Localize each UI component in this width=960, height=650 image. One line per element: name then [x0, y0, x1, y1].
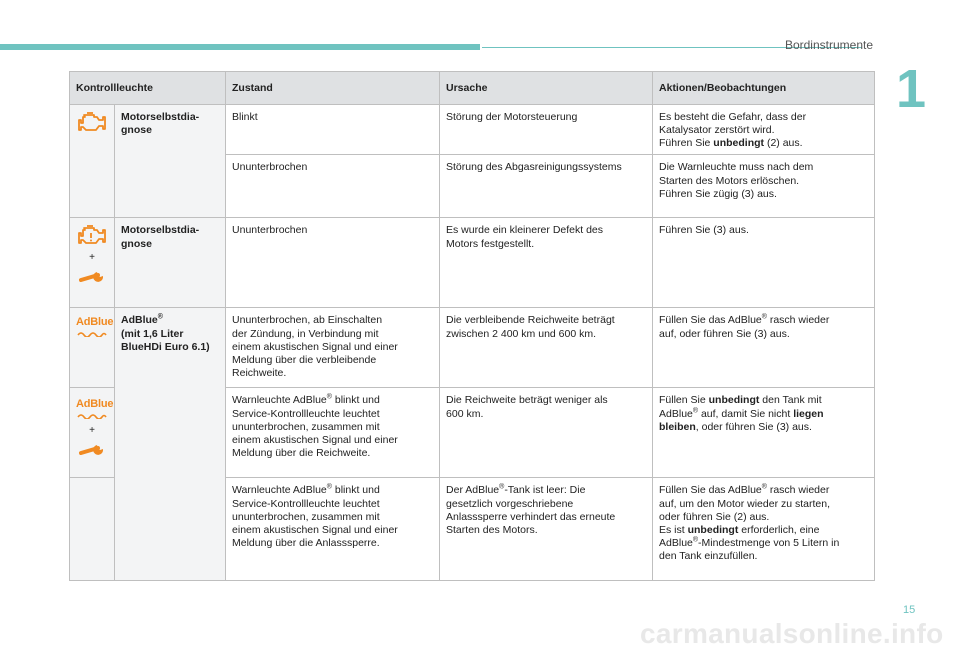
state-cell: Ununterbrochen [226, 218, 440, 308]
warning-light-cell [70, 218, 115, 308]
action-cell: Füllen Sie unbedingt den Tank mit AdBlue® auf, damit Sie nicht liegen bleiben, oder führen Sie (3) aus. [653, 388, 875, 478]
warning-light-name: AdBlue® (mit 1,6 Liter BlueHDi Euro 6.1) [115, 308, 226, 581]
action-cell: Füllen Sie das AdBlue® rasch wieder auf, um den Motor wieder zu starten, oder führen Sie (2) aus. Es ist unbedingt erforderlich, eine AdBlue®-Mindestmenge von 5 Litern in den Tank einzufüllen. [653, 478, 875, 581]
cause-cell: Der AdBlue®-Tank ist leer: Die gesetzlich vorgeschriebene Anlasssperre verhindert das erneute Starten des Motors. [440, 478, 653, 581]
warning-light-name: Motorselbstdia- gnose [115, 105, 226, 218]
state-cell: Blinkt [226, 105, 440, 155]
adblue-icon: AdBlue [76, 398, 114, 411]
action-cell: Es besteht die Gefahr, dass der Katalysator zerstört wird. Führen Sie unbedingt (2) aus. [653, 105, 875, 155]
action-cell: Die Warnleuchte muss nach dem Starten des Motors erlöschen. Führen Sie zügig (3) aus. [653, 155, 875, 218]
wrench-icon [78, 269, 106, 285]
plus-sign: + [89, 425, 95, 437]
column-header-state: Zustand [226, 72, 440, 105]
wrench-icon [78, 442, 106, 458]
engine-icon [77, 111, 107, 133]
cause-cell: Es wurde ein kleinerer Defekt des Motors festgestellt. [440, 218, 653, 308]
chapter-number: 1 [896, 59, 927, 119]
adblue-wave-icon [77, 413, 107, 419]
engine-warning-icon [77, 224, 107, 246]
action-cell: Führen Sie (3) aus. [653, 218, 875, 308]
cause-cell: Störung des Abgasreinigungssystems [440, 155, 653, 218]
plus-sign: + [89, 252, 95, 264]
adblue-icon: AdBlue [76, 316, 114, 329]
table-row [70, 308, 875, 388]
cause-cell: Die verbleibende Reichweite beträgt zwischen 2 400 km und 600 km. [440, 308, 653, 388]
cause-cell: Die Reichweite beträgt weniger als 600 km. [440, 388, 653, 478]
column-header-actions: Aktionen/Beobachtungen [653, 72, 875, 105]
cause-cell: Störung der Motorsteuerung [440, 105, 653, 155]
warning-light-cell [70, 388, 115, 478]
page-number: 15 [903, 604, 916, 616]
watermark: carmanualsonline.info [640, 618, 944, 649]
state-cell: Ununterbrochen [226, 155, 440, 218]
action-cell: Füllen Sie das AdBlue® rasch wieder auf, oder führen Sie (3) aus. [653, 308, 875, 388]
header-accent-bar [0, 44, 480, 50]
warning-light-cell [70, 478, 115, 581]
section-title: Bordinstrumente [784, 38, 873, 52]
state-cell: Warnleuchte AdBlue® blinkt und Service-Kontrollleuchte leuchtet ununterbrochen, zusammen mit einem akustischen Signal und einer Meldung über die Reichweite. [226, 388, 440, 478]
table-row [70, 105, 875, 155]
warning-light-name: Motorselbstdia- gnose [115, 218, 226, 308]
adblue-wave-icon [77, 331, 107, 337]
state-cell: Ununterbrochen, ab Einschalten der Zündung, in Verbindung mit einem akustischen Signal und einer Meldung über die verbleibende Reichweite. [226, 308, 440, 388]
warning-light-cell [70, 308, 115, 388]
table-header-row [70, 72, 875, 105]
state-cell: Warnleuchte AdBlue® blinkt und Service-Kontrollleuchte leuchtet ununterbrochen, zusammen mit einem akustischen Signal und einer Meldung über die Anlasssperre. [226, 478, 440, 581]
column-header-cause: Ursache [440, 72, 653, 105]
table-row [70, 218, 875, 308]
warning-light-cell [70, 105, 115, 218]
warning-lights-table [69, 71, 875, 581]
column-header-warning-light: Kontrollleuchte [70, 72, 226, 105]
